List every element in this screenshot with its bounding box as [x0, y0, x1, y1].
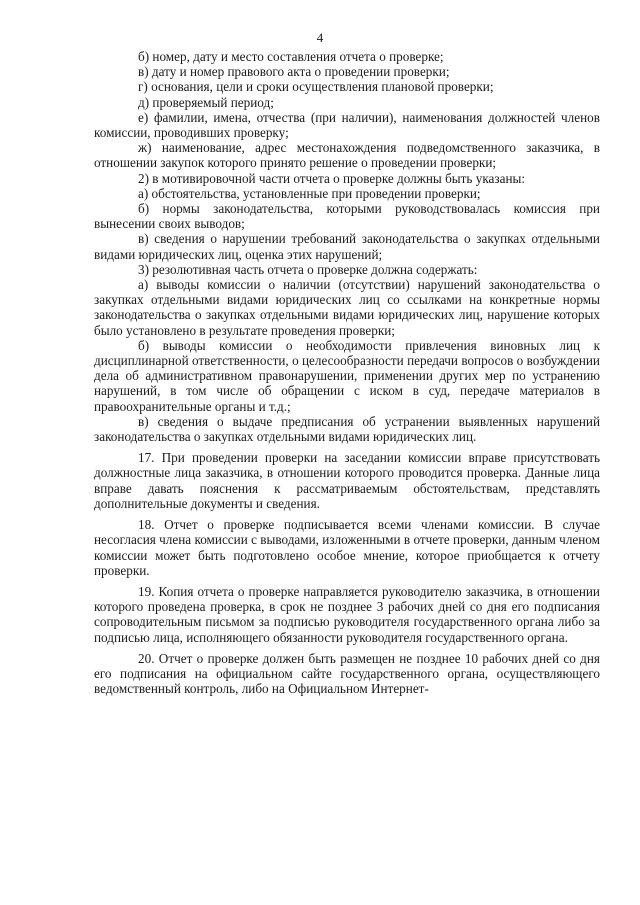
paragraph-v-legal-act: в) дату и номер правового акта о проведении проверки; [138, 64, 450, 80]
page-number: 4 [316, 30, 324, 45]
paragraph-2-motivation-part: 2) в мотивировочной части отчета о проверке должны быть указаны: [138, 170, 526, 186]
paragraph-b-report-number: б) номер, дату и место составления отчета о проверке; [138, 49, 444, 64]
paragraph-b-legal-norms: б) нормы законодательства, которыми руководствовалась комиссия при вынесении своих выводов; [94, 201, 600, 232]
paragraph-b-disciplinary: б) выводы комиссии о необходимости привлечения виновных лиц к дисциплинарной ответственности, о целесообразности передачи вопросов о возбуждении дела об административном правонарушении, применении других мер по устранению нарушений, в том числе об обращении с иском в суд, передаче материалов в правоохранительные органы и т.д.; [94, 337, 600, 414]
paragraph-v-prescription: в) сведения о выдаче предписания об устранении выявленных нарушений законодательства о закупках отдельными видами юридических лиц. [94, 413, 600, 445]
paragraph-20: 20. Отчет о проверке должен быть размещен не позднее 10 рабочих дней со дня его подписания на официальном сайте государственного органа, осуществляющего ведомственный контроль, либо на Официальном Интернет- [94, 650, 600, 697]
paragraph-a-circumstances: а) обстоятельства, установленные при проведении проверки; [138, 185, 481, 201]
paragraph-d-period: д) проверяемый период; [138, 94, 274, 110]
paragraph-3-resolution-part: 3) резолютивная часть отчета о проверке должна содержать: [138, 261, 478, 277]
paragraph-e-commission-members: е) фамилии, имена, отчества (при наличии), наименования должностей членов комиссии, проводивших проверку; [94, 109, 600, 141]
paragraph-a-conclusions: а) выводы комиссии о наличии (отсутствии) нарушений законодательства о закупках отдельными видами юридических лиц со ссылками на конкретные нормы законодательства о закупках отдельными видами юридических лиц, нарушение которых было установлено в результате проведения проверки; [94, 277, 600, 338]
document-body [94, 49, 600, 696]
paragraph-v-violations: в) сведения о нарушении требований законодательства о закупках отдельными видами юридических лиц, оценка этих нарушений; [94, 231, 600, 262]
paragraph-18: 18. Отчет о проверке подписывается всеми членами комиссии. В случае несогласия члена комиссии с выводами, изложенными в отчете проверки, данным членом комиссии может быть подготовлено особое мнение, которое приобщается к отчету проверки. [94, 517, 600, 578]
paragraph-g-grounds: г) основания, цели и сроки осуществления плановой проверки; [138, 79, 494, 95]
paragraph-zh-customer-address: ж) наименование, адрес местонахождения подведомственного заказчика, в отношении закупок которого принято решение о проведении проверки; [94, 140, 600, 171]
paragraph-17: 17. При проведении проверки на заседании комиссии вправе присутствовать должностные лица заказчика, в отношении которого проводится проверка. Данные лица вправе давать пояснения к рассматриваемым обстоятельствам, представлять дополнительные документы и сведения. [94, 450, 600, 511]
paragraph-19: 19. Копия отчета о проверке направляется руководителю заказчика, в отношении которого проведена проверка, в срок не позднее 3 рабочих дней со дня его подписания сопроводительным письмом за подписью руководителя государственного органа либо за подписью лица, исполняющего обязанности руководителя государственного органа. [94, 583, 600, 645]
